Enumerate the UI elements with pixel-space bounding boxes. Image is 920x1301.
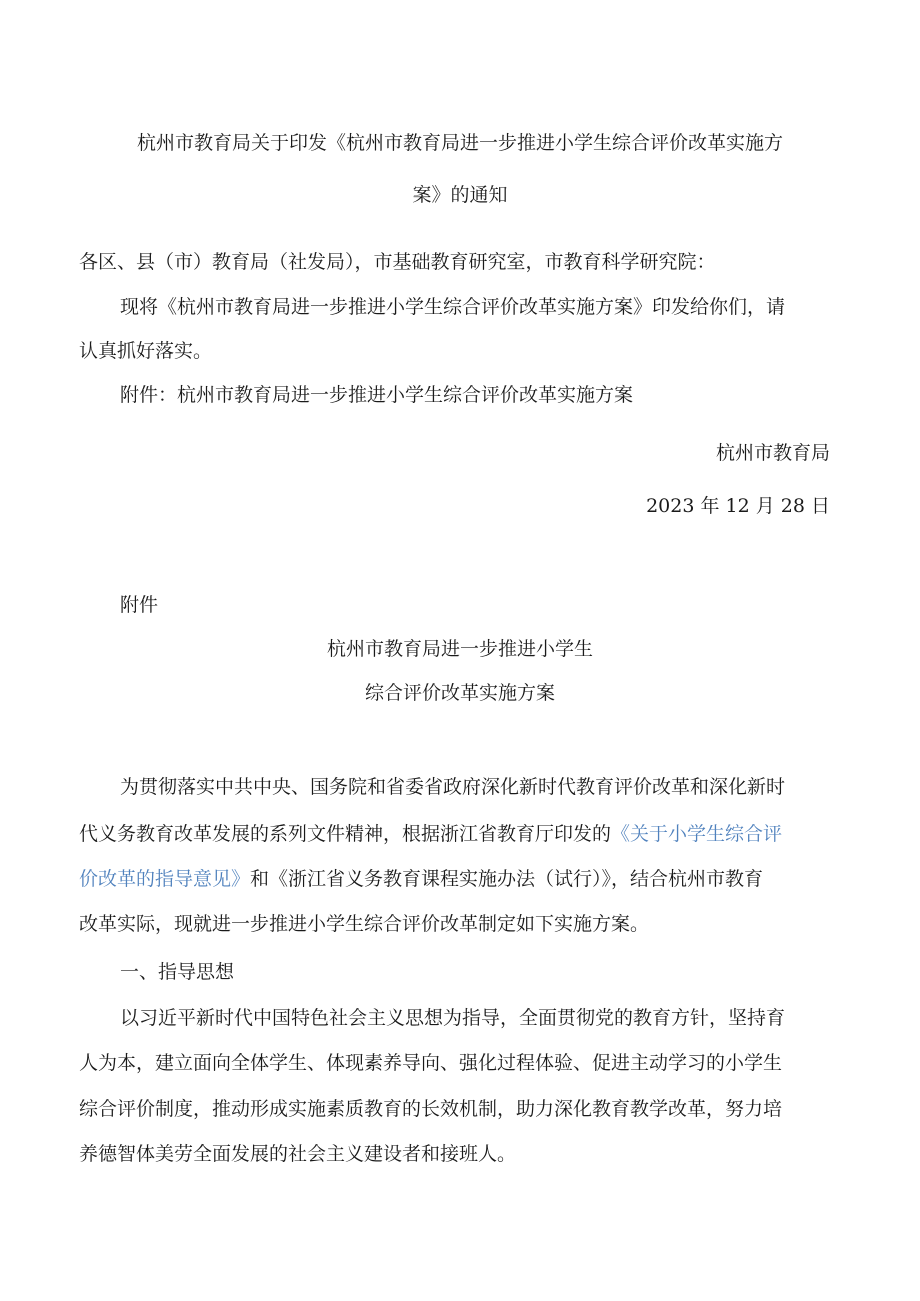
section-1-line-1: 以习近平新时代中国特色社会主义思想为指导，全面贯彻党的教育方针，坚持育 [120, 1007, 786, 1029]
intro-line-2-text: 代义务教育改革发展的系列文件精神，根据浙江省教育厅印发的 [79, 823, 612, 845]
intro-line-1: 为贯彻落实中共中央、国务院和省委省政府深化新时代教育评价改革和深化新时 [120, 776, 786, 798]
section-1-line-3: 综合评价制度，推动形成实施素质教育的长效机制，助力深化教育教学改革，努力培 [79, 1098, 783, 1120]
notice-attachment-note: 附件：杭州市教育局进一步推进小学生综合评价改革实施方案 [120, 384, 634, 406]
guidance-opinion-link-continued[interactable]: 价改革的指导意见》 [79, 868, 251, 890]
intro-line-3 [79, 867, 763, 891]
attachment-title-line-1: 杭州市教育局进一步推进小学生 [326, 638, 593, 660]
notice-body-line-1: 现将《杭州市教育局进一步推进小学生综合评价改革实施方案》印发给你们，请 [120, 296, 786, 318]
intro-line-4: 改革实际，现就进一步推进小学生综合评价改革制定如下实施方案。 [79, 913, 650, 935]
section-1-line-2: 人为本，建立面向全体学生、体现素养导向、强化过程体验、促进主动学习的小学生 [79, 1052, 783, 1074]
notice-recipients: 各区、县（市）教育局（社发局），市基础教育研究室，市教育科学研究院： [79, 251, 716, 273]
intro-line-2 [79, 822, 782, 846]
attachment-label: 附件 [120, 594, 159, 616]
guidance-opinion-link[interactable]: 《关于小学生综合评 [611, 823, 783, 845]
notice-title-line-2: 案》的通知 [412, 184, 508, 206]
notice-date: 2023 年 12 月 28 日 [646, 495, 830, 517]
attachment-title-line-2: 综合评价改革实施方案 [364, 682, 555, 704]
notice-title-line-1: 杭州市教育局关于印发《杭州市教育局进一步推进小学生综合评价改革实施方 [136, 132, 783, 154]
section-1-heading: 一、指导思想 [120, 961, 235, 983]
section-1-line-4: 养德智体美劳全面发展的社会主义建设者和接班人。 [79, 1143, 517, 1165]
notice-body-line-2: 认真抓好落实。 [79, 340, 213, 362]
intro-line-3-text: 和《浙江省义务教育课程实施办法（试行）》，结合杭州市教育 [250, 868, 764, 890]
notice-issuer: 杭州市教育局 [715, 442, 830, 464]
